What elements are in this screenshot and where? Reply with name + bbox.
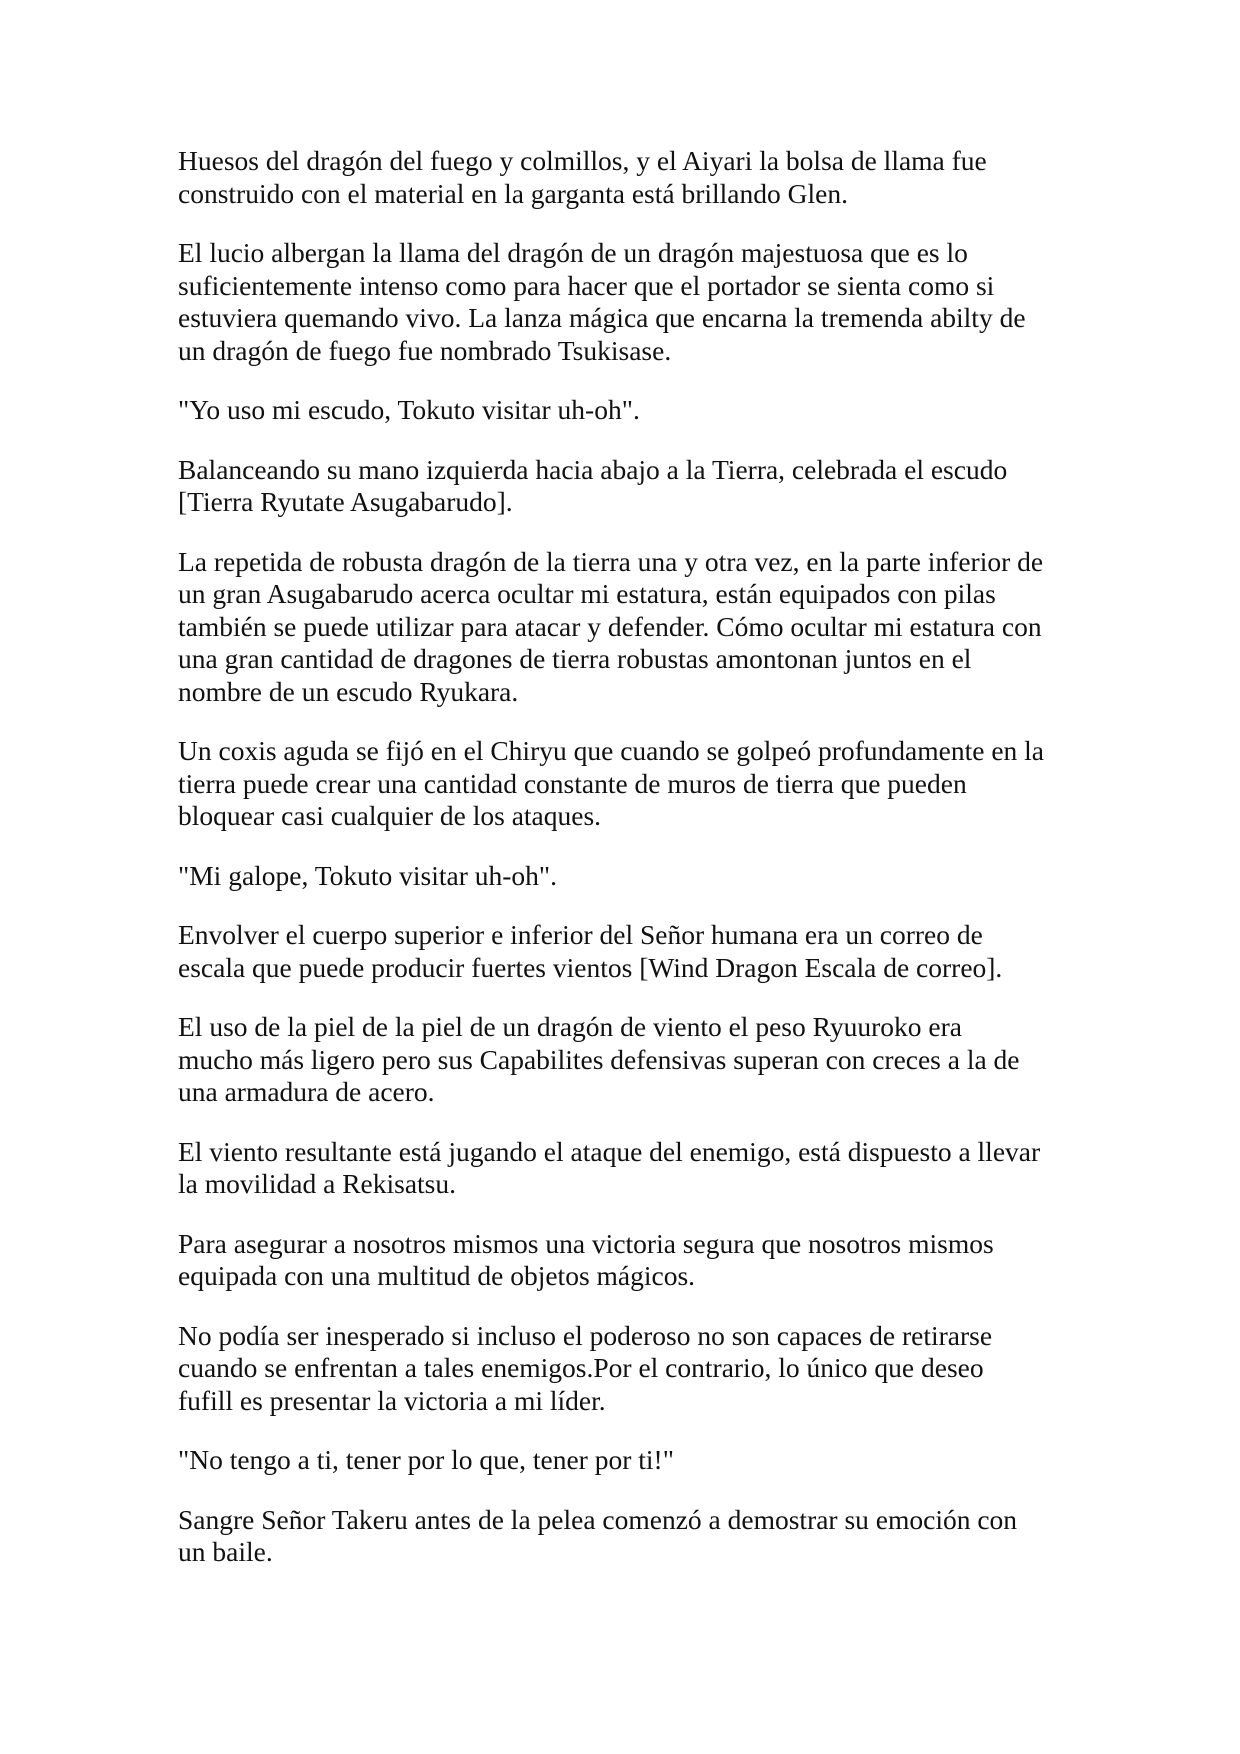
paragraph: "No tengo a ti, tener por lo que, tener por ti!" xyxy=(178,1444,674,1475)
paragraph: Un coxis aguda se fijó en el Chiryu que cuando se golpeó profundamente en la tierra puede crear una cantidad constante de muros de tierra que pueden bloquear casi cualquier de los ataques. xyxy=(178,735,1044,831)
paragraph: Balanceando su mano izquierda hacia abajo a la Tierra, celebrada el escudo [Tierra Ryutate Asugabarudo]. xyxy=(178,453,1008,517)
paragraph: El uso de la piel de la piel de un dragón de viento el peso Ryuuroko era mucho más ligero pero sus Capabilites defensivas superan con creces a la de una armadura de acero. xyxy=(178,1011,1020,1107)
paragraph: No podía ser inesperado si incluso el poderoso no son capaces de retirarse cuando se enfrentan a tales enemigos.Por el contrario, lo único que deseo fufill es presentar la victoria a mi líder. xyxy=(178,1319,993,1416)
paragraph: El lucio albergan la llama del dragón de un dragón majestuosa que es lo suficientemente intenso como para hacer que el portador se sienta como si estuviera quemando vivo. La lanza mágica que encarna la tremenda abilty de un dragón de fuego fue nombrado Tsukisase. xyxy=(178,237,1026,366)
paragraph: Para asegurar a nosotros mismos una victoria segura que nosotros mismos equipada con una multitud de objetos mágicos. xyxy=(178,1227,994,1291)
paragraph: Huesos del dragón del fuego y colmillos, y el Aiyari la bolsa de llama fue construido con el material en la garganta está brillando Glen. xyxy=(178,145,987,209)
paragraph: "Yo uso mi escudo, Tokuto visitar uh-oh". xyxy=(178,394,640,425)
paragraph: La repetida de robusta dragón de la tierra una y otra vez, en la parte inferior de un gran Asugabarudo acerca ocultar mi estatura, están equipados con pilas también se puede utilizar para atacar y defender. Cómo ocultar mi estatura con una gran cantidad de dragones de tierra robustas amontonan juntos en el nombre de un escudo Ryukara. xyxy=(178,545,1044,707)
paragraph: Envolver el cuerpo superior e inferior del Señor humana era un correo de escala que puede producir fuertes vientos [Wind Dragon Escala de correo]. xyxy=(178,919,1003,983)
paragraph: El viento resultante está jugando el ataque del enemigo, está dispuesto a llevar la movilidad a Rekisatsu. xyxy=(178,1135,1041,1199)
paragraph: Sangre Señor Takeru antes de la pelea comenzó a demostrar su emoción con un baile. xyxy=(178,1503,1018,1567)
paragraph: "Mi galope, Tokuto visitar uh-oh". xyxy=(178,859,558,891)
